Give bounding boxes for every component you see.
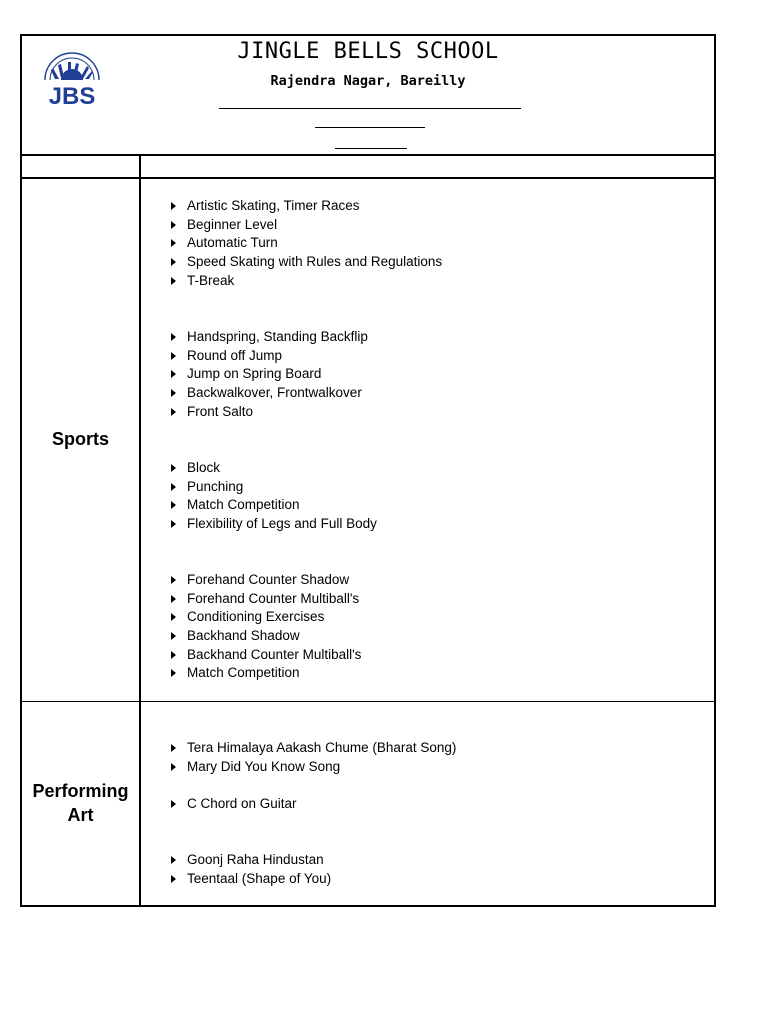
bullet-arrow-icon [171,763,176,771]
category-sports: Sports [51,429,109,449]
category-performing-art [22,779,139,827]
bullet-arrow-icon [171,408,176,416]
school-address: Rajendra Nagar, Bareilly [270,73,466,89]
bullet-arrow-icon [171,520,176,528]
list-item: Flexibility of Legs and Full Body [168,515,377,534]
section-divider [22,701,714,702]
list-item: Backwalkover, Frontwalkover [168,384,368,403]
list-item: Mary Did You Know Song [168,758,456,777]
sports-group-table-tennis [168,571,361,683]
bullet-arrow-icon [171,800,176,808]
bullet-arrow-icon [171,202,176,210]
school-name: JINGLE BELLS SCHOOL [237,39,499,64]
column-header-divider [22,177,714,179]
bullet-arrow-icon [171,651,176,659]
sports-group-gymnastics [168,328,368,421]
list-item: Front Salto [168,403,368,422]
category-line: Performing [32,781,129,801]
blank-line-3 [335,148,407,149]
bullet-arrow-icon [171,464,176,472]
bullet-arrow-icon [171,744,176,752]
bullet-arrow-icon [171,483,176,491]
bullet-arrow-icon [171,595,176,603]
list-item: Block [168,459,377,478]
bullet-arrow-icon [171,352,176,360]
list-item: Backhand Shadow [168,627,361,646]
list-item: Forehand Counter Shadow [168,571,361,590]
list-item: Forehand Counter Multiball's [168,590,361,609]
bullet-arrow-icon [171,333,176,341]
list-item: Beginner Level [168,216,442,235]
list-item: Handspring, Standing Backflip [168,328,368,347]
bullet-arrow-icon [171,221,176,229]
list-item: Goonj Raha Hindustan [168,851,331,870]
bullet-arrow-icon [171,669,176,677]
list-item: C Chord on Guitar [168,795,297,814]
bullet-arrow-icon [171,875,176,883]
logo-text: JBS [48,83,96,106]
list-item: Match Competition [168,664,361,683]
sports-group-skating [168,197,442,290]
bullet-arrow-icon [171,258,176,266]
bullet-arrow-icon [171,501,176,509]
bullet-arrow-icon [171,613,176,621]
art-group-songs [168,739,456,776]
list-item: Automatic Turn [168,234,442,253]
bullet-arrow-icon [171,632,176,640]
header-divider [22,154,714,156]
bullet-arrow-icon [171,277,176,285]
sports-group-boxing [168,459,377,534]
art-group-guitar [168,795,297,814]
list-item: Jump on Spring Board [168,365,368,384]
curriculum-table [20,34,716,907]
list-item: T-Break [168,272,442,291]
art-group-dance [168,851,331,888]
list-item: Teentaal (Shape of You) [168,870,331,889]
list-item: Speed Skating with Rules and Regulations [168,253,442,272]
bullet-arrow-icon [171,576,176,584]
list-item: Conditioning Exercises [168,608,361,627]
column-divider [139,155,141,905]
bullet-arrow-icon [171,239,176,247]
category-line: Art [67,805,94,825]
list-item: Artistic Skating, Timer Races [168,197,442,216]
blank-line-1 [219,108,521,109]
list-item: Match Competition [168,496,377,515]
list-item: Backhand Counter Multiball's [168,646,361,665]
blank-line-2 [315,127,425,128]
bullet-arrow-icon [171,389,176,397]
list-item: Tera Himalaya Aakash Chume (Bharat Song) [168,739,456,758]
bullet-arrow-icon [171,370,176,378]
bullet-arrow-icon [171,856,176,864]
list-item: Punching [168,478,377,497]
list-item: Round off Jump [168,347,368,366]
